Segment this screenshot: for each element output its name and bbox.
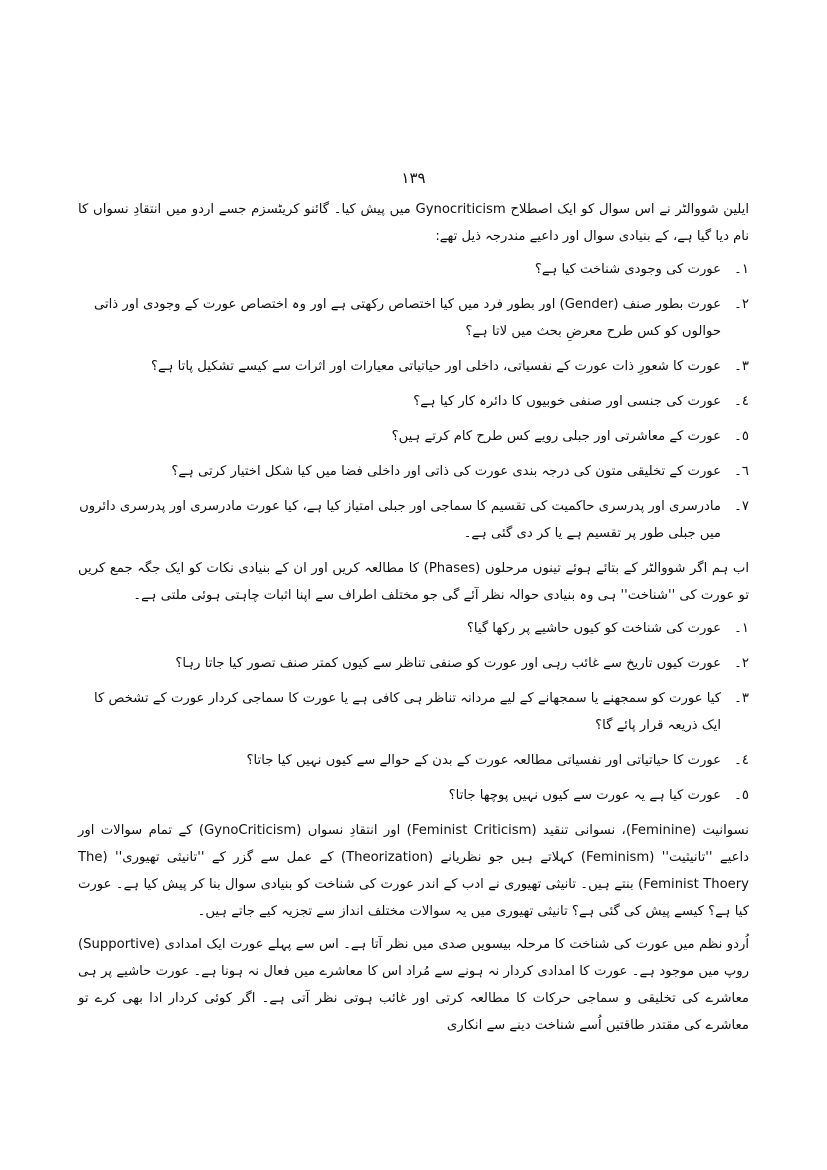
list-item-text: عورت کی وجودی شناخت کیا ہے؟ — [534, 262, 721, 277]
list-item-text: عورت کی شناخت کو کیوں حاشیے پر رکھا گیا؟ — [466, 621, 721, 636]
list-item-number: ٢۔ — [734, 297, 749, 312]
list-item — [78, 747, 749, 774]
feminist-theory-paragraph: نسوانیت (Feminine)، نسوانی تنقید (Feminist Criticism) اور انتقادِ نسواں (GynoCriticism) کے تمام سوالات اور داعیے ''تانیثیت'' (Feminism) کہلاتے ہیں جو نظریانے (Theorization) کے عمل سے گزر کے ''تانیثی تھیوری'' (The Feminist Thoery) بنتے ہیں۔ تانیثی تھیوری نے ادب کے اندر عورت کی شناخت کو بنیادی سوال بنا کر پیش کیا ہے۔ عورت کیا ہے؟ کیسے پیش کی گئی ہے؟ تانیثی تھیوری میں یہ سوالات مختلف انداز سے تجزیہ کیے جاتے ہیں۔ — [78, 823, 750, 919]
intro-paragraph: ایلین شووالٹر نے اس سوال کو ایک اصطلاح Gynocriticism میں پیش کیا۔ گائنو کریٹسزم جسے اردو میں انتقادِ نسواں کا نام دیا گیا ہے، کے بنیادی سوال اور داعیے مندرجہ ذیل تھے: — [78, 202, 750, 244]
list-item-number: ٣۔ — [734, 691, 749, 706]
list-item-text: عورت کی جنسی اور صنفی خوبیوں کا دائرہ کار کیا ہے؟ — [413, 394, 721, 409]
list-item-number: ٤۔ — [734, 394, 749, 409]
list-item-text: عورت کیوں تاریخ سے غائب رہی اور عورت کو صنفی تناظر سے کیوں کمتر صنف تصور کیا جاتا رہا؟ — [175, 656, 721, 671]
list-item — [78, 353, 749, 380]
list-item — [78, 615, 749, 642]
list-item — [78, 458, 749, 485]
list-item — [78, 782, 749, 809]
phases-paragraph: اب ہم اگر شووالٹر کے بتائے ہوئے تینوں مرحلوں (Phases) کا مطالعہ کریں اور ان کے بنیادی نکات کو ایک جگہ جمع کریں تو عورت کی ''شناخت'' ہی وہ بنیادی حوالہ نظر آئے گی جو مختلف اطراف سے اپنا اثبات چاہتی ہوئی ملتی ہے۔ — [78, 561, 749, 603]
list-item-number: ٥۔ — [734, 788, 749, 803]
list-item-text: عورت کیا ہے یہ عورت سے کیوں نہیں پوچھا جاتا؟ — [448, 788, 721, 803]
page-number: ١٣٩ — [401, 169, 426, 187]
list-item-number: ٦۔ — [734, 464, 749, 479]
list-item-number: ٧۔ — [734, 499, 749, 514]
list-item-text: عورت کا حیاتیاتی اور نفسیاتی مطالعہ عورت کے بدن کے حوالے سے کیوں نہیں کیا جاتا؟ — [246, 753, 721, 768]
questions-list-1 — [78, 256, 749, 547]
list-item-number: ٤۔ — [734, 753, 749, 768]
list-item — [78, 493, 749, 547]
list-item-number: ٣۔ — [734, 359, 749, 374]
list-item — [78, 423, 749, 450]
list-item — [78, 685, 749, 739]
list-item-number: ٥۔ — [734, 429, 749, 444]
list-item-text: عورت بطور صنف (Gender) اور بطور فرد میں کیا اختصاص رکھتی ہے اور وہ اختصاص عورت کے وجودی اور ذاتی حوالوں کو کس طرح معرضِ بحث میں لاتا ہے؟ — [93, 297, 721, 339]
list-item-number: ١۔ — [734, 621, 749, 636]
list-item — [78, 650, 749, 677]
list-item — [78, 256, 749, 283]
list-item-text: کیا عورت کو سمجھنے یا سمجھانے کے لیے مردانہ تناظر ہی کافی ہے یا عورت کا سماجی کردار عورت کے تشخص کا ایک ذریعہ قرار پائے گا؟ — [93, 691, 721, 733]
urdu-poetry-paragraph: اُردو نظم میں عورت کی شناخت کا مرحلہ بیسویں صدی میں نظر آتا ہے۔ اس سے پہلے عورت ایک امدادی (Supportive) روپ میں موجود ہے۔ عورت کا امدادی کردار نہ ہونے سے مُراد اس کا معاشرے میں فعال نہ ہونا ہے۔ عورت حاشیے پر ہی معاشرے کی تخلیقی و سماجی حرکات کا مطالعہ کرتی اور غائب ہوتی نظر آتی ہے۔ اگر کوئی کردار ادا بھی کرے تو معاشرے کی مقتدر طاقتیں اُسے شناخت دینے سے انکاری — [78, 937, 749, 1033]
questions-list-2 — [78, 615, 749, 809]
list-item — [78, 291, 749, 345]
list-item-text: عورت کے معاشرتی اور جبلی رویے کس طرح کام کرتے ہیں؟ — [391, 429, 721, 444]
list-item-number: ١۔ — [734, 262, 749, 277]
list-item — [78, 388, 749, 415]
list-item-text: عورت کے تخلیقی متون کی درجہ بندی عورت کی ذاتی اور داخلی فضا میں کیا شکل اختیار کرتی ہے؟ — [171, 464, 721, 479]
list-item-text: عورت کا شعورِ ذات عورت کے نفسیاتی، داخلی اور حیاتیاتی معیارات اور اثرات سے کیسے تشکیل پاتا ہے؟ — [151, 359, 721, 374]
list-item-text: مادرسری اور پدرسری حاکمیت کی تقسیم کا سماجی اور جبلی امتیاز کیا ہے، کیا عورت مادرسری اور پدرسری دائروں میں جبلی طور پر تقسیم ہے یا کر دی گئی ہے۔ — [79, 499, 721, 541]
list-item-number: ٢۔ — [734, 656, 749, 671]
